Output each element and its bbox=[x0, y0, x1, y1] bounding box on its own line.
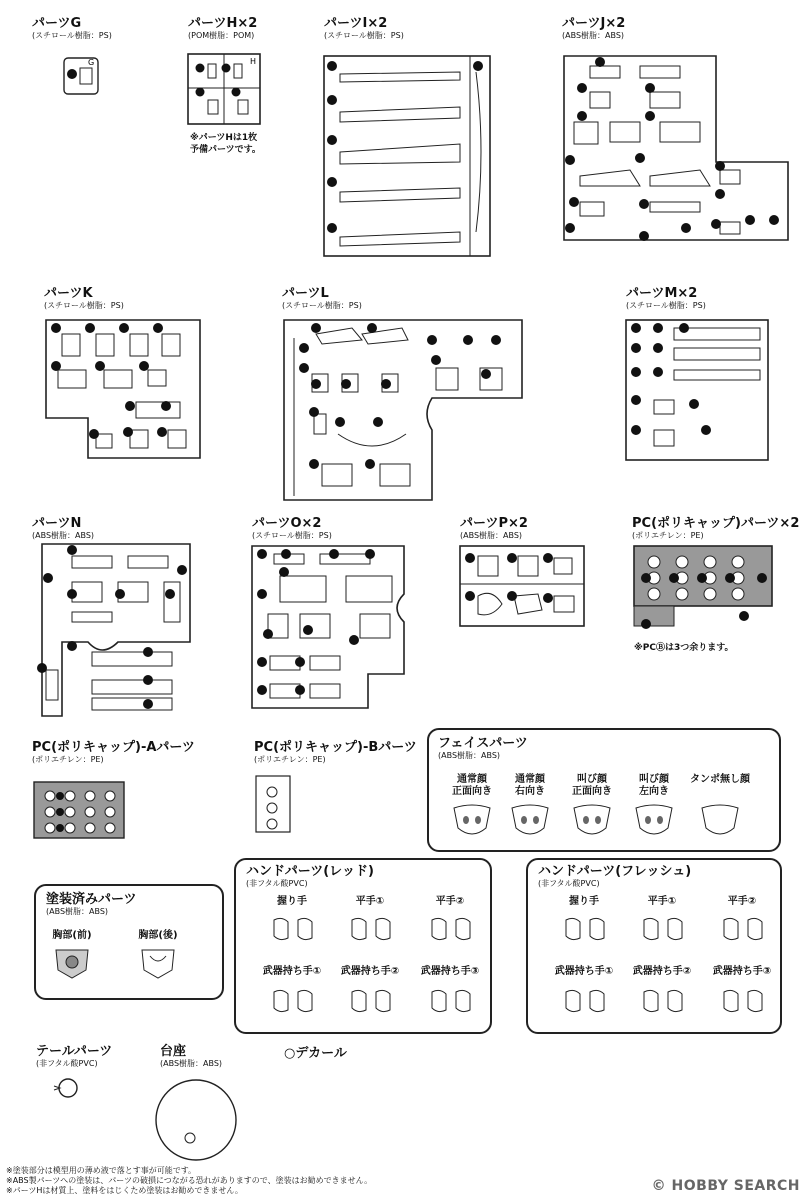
parts-k-heading bbox=[44, 286, 124, 311]
parts-h-heading bbox=[188, 16, 257, 41]
runner-l bbox=[282, 318, 532, 504]
hand_red-item-label: 武器持ち手② bbox=[340, 966, 400, 977]
parts-h-material: (POM樹脂：POM) bbox=[188, 31, 255, 40]
face-part bbox=[634, 804, 674, 840]
parts-n-title: パーツN bbox=[32, 516, 82, 531]
parts-i-material: (スチロール樹脂：PS) bbox=[324, 31, 404, 40]
runner-h bbox=[186, 52, 264, 128]
decal-label: ○デカール bbox=[284, 1046, 347, 1061]
tail-parts-title: テールパーツ bbox=[36, 1044, 113, 1059]
parts-n-material: (ABS樹脂：ABS) bbox=[32, 531, 95, 540]
parts-pc-note-line: ※PCⒷは3つ余ります。 bbox=[634, 643, 734, 653]
chest-back-part bbox=[138, 946, 178, 982]
parts-h-note-line-1: ※パーツHは1枚 bbox=[190, 133, 258, 143]
face-part bbox=[510, 804, 550, 840]
runner-n bbox=[32, 542, 196, 720]
parts-n-heading bbox=[32, 516, 94, 541]
face-parts-material: (ABS樹脂：ABS) bbox=[438, 751, 501, 760]
hand_flesh-item-label: 武器持ち手② bbox=[632, 966, 692, 977]
footer-note-1: ※塗装部分は模型用の薄め液で落とす事が可能です。 bbox=[6, 1166, 197, 1175]
parts-p-title: パーツP×2 bbox=[460, 516, 528, 531]
face-part bbox=[452, 804, 492, 840]
hand_flesh-hand-part bbox=[562, 986, 610, 1016]
parts-h-title: パーツH×2 bbox=[188, 16, 258, 31]
runner-m bbox=[624, 318, 772, 464]
hand_flesh-item-label: 武器持ち手③ bbox=[712, 966, 772, 977]
hand-red-heading bbox=[246, 864, 374, 889]
parts-j-heading bbox=[562, 16, 625, 41]
hand_red-hand-part bbox=[270, 914, 318, 944]
base-material: (ABS樹脂：ABS) bbox=[160, 1059, 223, 1068]
parts-o-material: (スチロール樹脂：PS) bbox=[252, 531, 332, 540]
hand_red-hand-part bbox=[428, 986, 476, 1016]
hand-flesh-material: (非フタル酸PVC) bbox=[538, 879, 600, 888]
hand_flesh-hand-part bbox=[562, 914, 610, 944]
parts-o-heading bbox=[252, 516, 332, 541]
runner-i bbox=[320, 52, 496, 262]
painted-parts-heading bbox=[46, 892, 136, 917]
hand_red-hand-part bbox=[348, 914, 396, 944]
parts-g-material: (スチロール樹脂：PS) bbox=[32, 31, 112, 40]
hand-flesh-title: ハンドパーツ(フレッシュ) bbox=[538, 864, 692, 879]
hand_red-hand-part bbox=[348, 986, 396, 1016]
parts-l-title: パーツL bbox=[282, 286, 329, 301]
parts-g-title: パーツG bbox=[32, 16, 82, 31]
tail-parts-heading bbox=[36, 1044, 112, 1069]
face-item-label: 通常顔 正面向き bbox=[452, 774, 492, 797]
face-part bbox=[700, 804, 740, 840]
hand_flesh-item-label: 握り手 bbox=[569, 896, 599, 907]
chest-front-part bbox=[52, 946, 92, 982]
parts-m-title: パーツM×2 bbox=[626, 286, 698, 301]
parts-pcb-material: (ポリエチレン：PE) bbox=[254, 755, 326, 764]
parts-pcb-title: PC(ポリキャップ)-Bパーツ bbox=[254, 740, 417, 755]
parts-p-material: (ABS樹脂：ABS) bbox=[460, 531, 523, 540]
svg-text:H: H bbox=[250, 57, 257, 66]
hand_flesh-item-label: 平手② bbox=[727, 896, 757, 907]
hand_red-item-label: 平手① bbox=[355, 896, 385, 907]
parts-pc-heading bbox=[632, 516, 799, 541]
parts-pc-material: (ポリエチレン：PE) bbox=[632, 531, 704, 540]
tail-part bbox=[52, 1076, 80, 1100]
painted-item-chest-front: 胸部(前) bbox=[52, 930, 92, 941]
parts-pcb-heading bbox=[254, 740, 417, 765]
parts-pc-note bbox=[634, 642, 734, 654]
hand_red-hand-part bbox=[270, 986, 318, 1016]
hand_red-item-label: 平手② bbox=[435, 896, 465, 907]
parts-pca-title: PC(ポリキャップ)-Aパーツ bbox=[32, 740, 195, 755]
painted-parts-title: 塗装済みパーツ bbox=[46, 892, 137, 907]
parts-pca-heading bbox=[32, 740, 195, 765]
hand_red-item-label: 武器持ち手③ bbox=[420, 966, 480, 977]
hobby-search-watermark: © HOBBY SEARCH bbox=[651, 1178, 800, 1194]
hand_flesh-item-label: 平手① bbox=[647, 896, 677, 907]
parts-i-heading bbox=[324, 16, 404, 41]
runner-pca bbox=[32, 772, 128, 842]
runner-g bbox=[60, 52, 104, 100]
parts-h-note bbox=[190, 132, 261, 156]
parts-o-title: パーツO×2 bbox=[252, 516, 322, 531]
base-heading bbox=[160, 1044, 222, 1069]
parts-pc-title: PC(ポリキャップ)パーツ×2 bbox=[632, 516, 800, 531]
runner-pcb bbox=[254, 772, 294, 836]
hand_red-item-label: 武器持ち手① bbox=[262, 966, 322, 977]
parts-m-material: (スチロール樹脂：PS) bbox=[626, 301, 706, 310]
parts-j-title: パーツJ×2 bbox=[562, 16, 626, 31]
base-title: 台座 bbox=[160, 1044, 187, 1059]
hand_flesh-item-label: 武器持ち手① bbox=[554, 966, 614, 977]
parts-pca-material: (ポリエチレン：PE) bbox=[32, 755, 104, 764]
base-stand bbox=[154, 1078, 240, 1164]
parts-g-heading bbox=[32, 16, 112, 41]
face-item-label: 叫び顔 左向き bbox=[639, 774, 669, 797]
parts-i-title: パーツI×2 bbox=[324, 16, 388, 31]
face-item-label: 通常顔 右向き bbox=[515, 774, 545, 797]
runner-o bbox=[250, 544, 408, 712]
face-parts-heading bbox=[438, 736, 528, 761]
hand_flesh-hand-part bbox=[640, 986, 688, 1016]
face-item-label: タンポ無し顔 bbox=[690, 774, 750, 785]
hand-flesh-heading bbox=[538, 864, 691, 889]
parts-l-heading bbox=[282, 286, 362, 311]
face-item-label: 叫び顔 正面向き bbox=[572, 774, 612, 797]
hand-red-material: (非フタル酸PVC) bbox=[246, 879, 308, 888]
parts-p-heading bbox=[460, 516, 528, 541]
runner-j bbox=[560, 52, 792, 246]
parts-h-note-line-2: 予備パーツです。 bbox=[190, 145, 261, 155]
tail-parts-material: (非フタル酸PVC) bbox=[36, 1059, 98, 1068]
hand_flesh-hand-part bbox=[640, 914, 688, 944]
runner-p bbox=[458, 544, 588, 628]
face-part bbox=[572, 804, 612, 840]
footer-note-3: ※パーツHは材質上、塗料をはじくため塗装はお勧めできません。 bbox=[6, 1186, 243, 1195]
parts-k-title: パーツK bbox=[44, 286, 93, 301]
svg-text:G: G bbox=[88, 58, 95, 67]
parts-m-heading bbox=[626, 286, 706, 311]
hand_red-item-label: 握り手 bbox=[277, 896, 307, 907]
runner-pc bbox=[632, 544, 776, 630]
footer-note-2: ※ABS製パーツへの塗装は、パーツの破損につながる恐れがありますので、塗装はお勧めできません。 bbox=[6, 1176, 373, 1185]
hand_red-hand-part bbox=[428, 914, 476, 944]
hand_flesh-hand-part bbox=[720, 986, 768, 1016]
hand_flesh-hand-part bbox=[720, 914, 768, 944]
painted-item-chest-back: 胸部(後) bbox=[138, 930, 178, 941]
runner-k bbox=[44, 318, 204, 464]
face-parts-title: フェイスパーツ bbox=[438, 736, 528, 751]
parts-l-material: (スチロール樹脂：PS) bbox=[282, 301, 362, 310]
parts-k-material: (スチロール樹脂：PS) bbox=[44, 301, 124, 310]
parts-j-material: (ABS樹脂：ABS) bbox=[562, 31, 625, 40]
hand-red-title: ハンドパーツ(レッド) bbox=[246, 864, 374, 879]
painted-parts-material: (ABS樹脂：ABS) bbox=[46, 907, 109, 916]
